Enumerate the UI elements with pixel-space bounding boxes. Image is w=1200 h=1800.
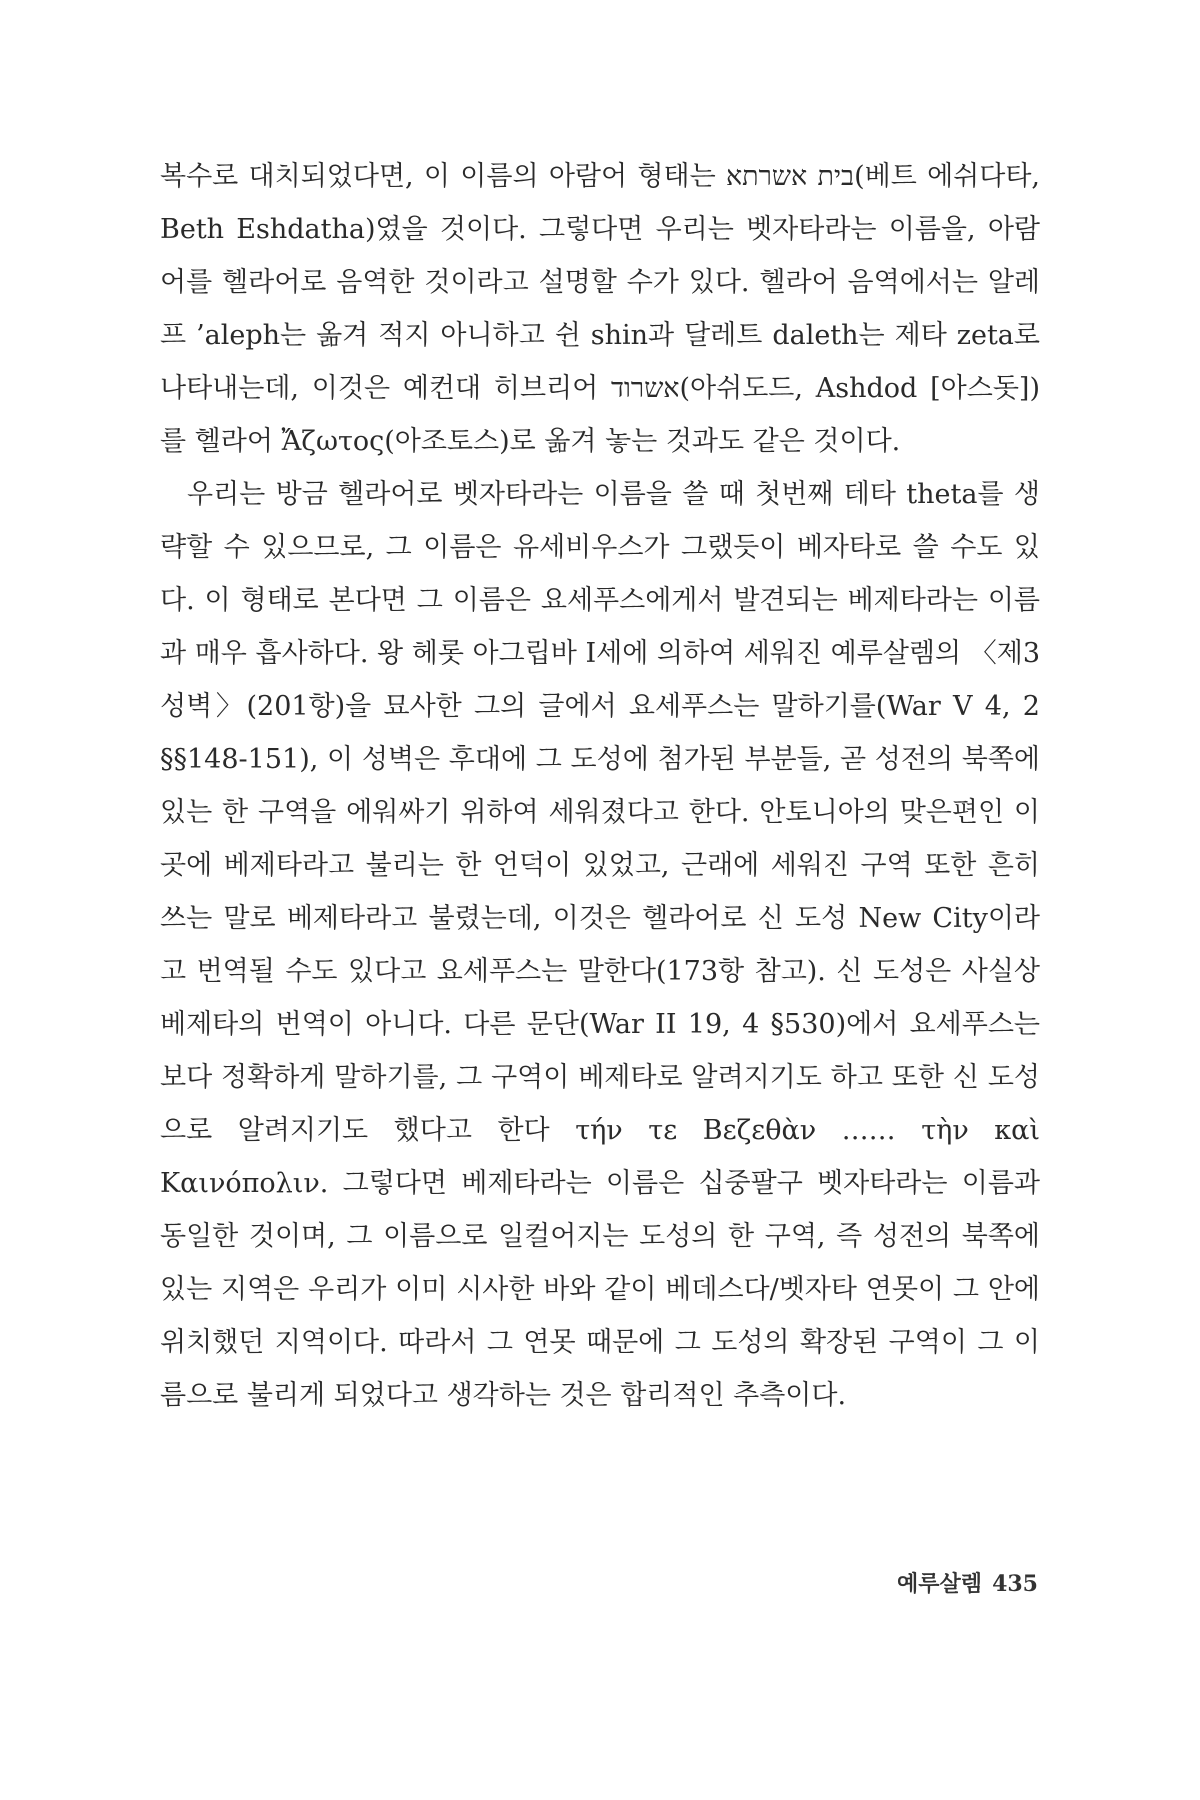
page-footer — [897, 1567, 1038, 1598]
body-text — [160, 150, 1040, 1422]
page-number: 435 — [992, 1571, 1038, 1597]
running-title: 예루살렘 — [897, 1572, 983, 1597]
paragraph-1: 복수로 대치되었다면, 이 이름의 아람어 형태는 בית אשרתא(베트 에쉬다타, Beth Eshdatha)였을 것이다. 그렇다면 우리는 벳자타라는 이름을, 아람어를 헬라어로 음역한 것이라고 설명할 수가 있다. 헬라어 음역에서는 알레프 ’aleph는 옮겨 적지 아니하고 쉰 shin과 달레트 daleth는 제타 zeta로 나타내는데, 이것은 예컨대 히브리어 אשרוד(아쉬도드, Ashdod [아스돗])를 헬라어 Ἄζωτος(아조토스)로 옮겨 놓는 것과도 같은 것이다. — [160, 161, 1040, 457]
paragraph-2: 우리는 방금 헬라어로 벳자타라는 이름을 쓸 때 첫번째 테타 theta를 생략할 수 있으므로, 그 이름은 유세비우스가 그랬듯이 베자타로 쓸 수도 있다. 이 형태로 본다면 그 이름은 요세푸스에게서 발견되는 베제타라는 이름과 매우 흡사하다. 왕 헤롯 아그립바 I세에 의하여 세워진 예루살렘의 〈제3 성벽〉(201항)을 묘사한 그의 글에서 요세푸스는 말하기를(War V 4, 2 §§148-151), 이 성벽은 후대에 그 도성에 첨가된 부분들, 곧 성전의 북쪽에 있는 한 구역을 에워싸기 위하여 세워졌다고 한다. 안토니아의 맞은편인 이 곳에 베제타라고 불리는 한 언덕이 있었고, 근래에 세워진 구역 또한 흔히 쓰는 말로 베제타라고 불렸는데, 이것은 헬라어로 신 도성 New City이라고 번역될 수도 있다고 요세푸스는 말한다(173항 참고). 신 도성은 사실상 베제타의 번역이 아니다. 다른 문단(War II 19, 4 §530)에서 요세푸스는 보다 정확하게 말하기를, 그 구역이 베제타로 알려지기도 하고 또한 신 도성으로 알려지기도 했다고 한다 τήν τε Βεζεθὰν …… τὴν καὶ Καινόπολιν. 그렇다면 베제타라는 이름은 십중팔구 벳자타라는 이름과 동일한 것이며, 그 이름으로 일컬어지는 도성의 한 구역, 즉 성전의 북쪽에 있는 지역은 우리가 이미 시사한 바와 같이 베데스다/벳자타 연못이 그 안에 위치했던 지역이다. 따라서 그 연못 때문에 그 도성의 확장된 구역이 그 이름으로 불리게 되었다고 생각하는 것은 합리적인 추측이다. — [160, 479, 1040, 1411]
